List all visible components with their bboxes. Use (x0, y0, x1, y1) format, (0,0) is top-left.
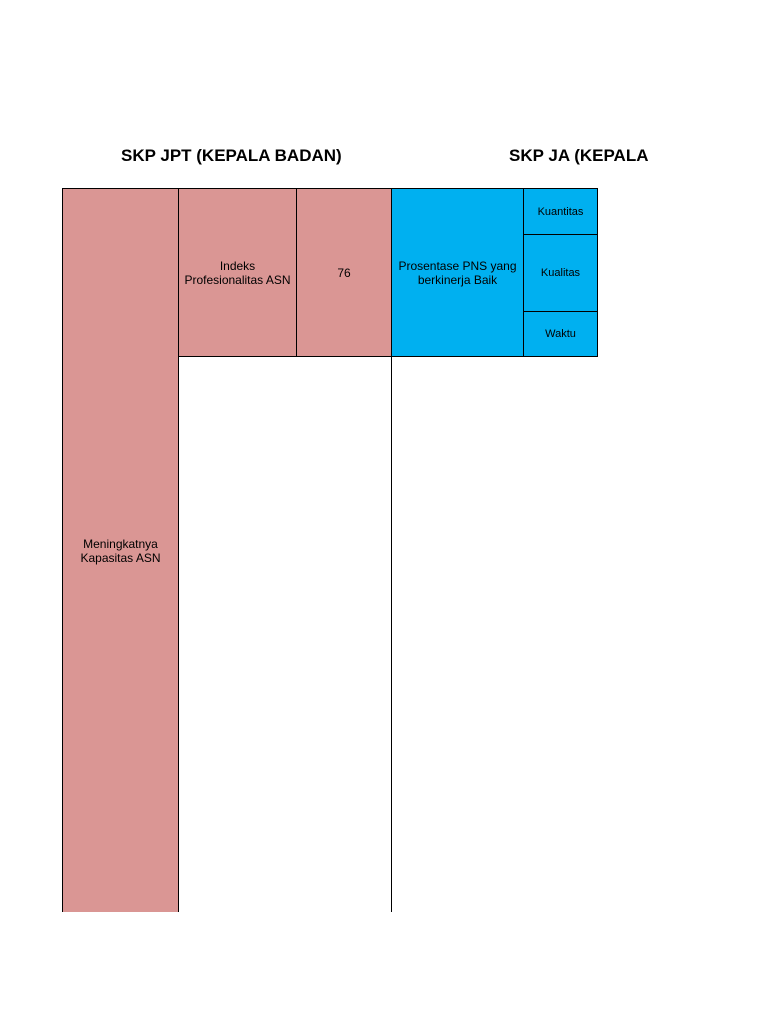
ja-indicator-text: Prosentase PNS yang berkinerja Baik (398, 258, 517, 287)
goal-cell (62, 188, 179, 912)
skp-jpt-title: SKP JPT (KEPALA BADAN) (121, 146, 342, 165)
goal-text: Meningkatnya Kapasitas ASN (80, 536, 161, 565)
aspect-waktu-cell (523, 311, 598, 357)
indicator-cell (178, 188, 297, 357)
column-divider-line (391, 356, 392, 912)
aspect-kualitas-cell (523, 234, 598, 312)
indicator-text: Indeks Profesionalitas ASN (184, 258, 291, 287)
aspect-kuantitas-label: Kuantitas (537, 205, 584, 218)
aspect-kualitas-label: Kualitas (540, 267, 581, 279)
skp-ja-title: SKP JA (KEPALA (509, 146, 649, 165)
aspect-kuantitas-cell (523, 188, 598, 235)
target-cell (296, 188, 392, 357)
target-value: 76 (337, 265, 351, 280)
aspect-waktu-label: Waktu (545, 328, 576, 340)
ja-indicator-cell (391, 188, 524, 357)
